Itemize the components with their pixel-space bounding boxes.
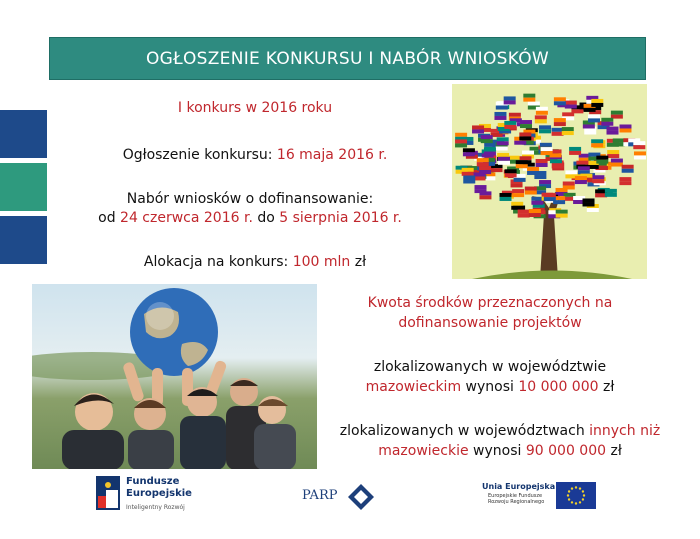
parp-text: PARP (302, 488, 338, 503)
funds-line-2: dofinansowanie projektów (398, 315, 582, 331)
allocation-label: Alokacja na konkurs: (143, 254, 293, 270)
ue-title: Unia Europejska (482, 482, 556, 491)
announcement-date: 16 maja 2016 r. (276, 147, 388, 163)
allocation-line (80, 253, 430, 272)
other-line-2 (315, 441, 685, 461)
maz-line-1: zlokalizowanych w województwie (373, 359, 607, 375)
other-region: mazowieckie (378, 443, 469, 459)
people-globe-drawing (32, 284, 317, 469)
people-with-globe-image (32, 284, 317, 469)
funds-line-1: Kwota środków przeznaczonych na (367, 295, 613, 311)
parp-logo (302, 484, 382, 512)
fe-line-1: Fundusze (126, 476, 180, 487)
contest-title: I konkurs w 2016 roku (177, 100, 333, 116)
ue-fund (488, 493, 544, 505)
fe-program: Inteligentny Rozwój (126, 504, 185, 511)
allocation-value: 100 mln (292, 254, 351, 270)
funds-intro (330, 293, 650, 333)
eu-stars (556, 482, 596, 509)
eu-logo (482, 480, 600, 514)
other-line-1b: innych niż (589, 423, 661, 439)
submission-from: od (98, 210, 121, 226)
tree-trunk (472, 192, 632, 279)
ue-line-3: Rozwoju Regionalnego (488, 499, 545, 505)
allocation-unit: zł (350, 254, 367, 270)
page-header (49, 37, 646, 80)
other-line-1 (315, 421, 685, 441)
submission-to: do (252, 210, 280, 226)
ue-line-2: Europejskie Fundusze (488, 493, 543, 499)
flag-tree-image (452, 84, 647, 279)
other-line-1a: zlokalizowanych w województwach (339, 423, 590, 439)
other-unit: zł (606, 443, 622, 459)
eu-flag-icon (556, 482, 596, 509)
maz-region: mazowieckim (365, 379, 462, 395)
announcement-label: Ogłoszenie konkursu: (122, 147, 277, 163)
fundusze-europejskie-logo (96, 474, 206, 516)
submission-dates (40, 209, 460, 228)
flag-tree-drawing (452, 84, 647, 279)
tree-flags (455, 94, 646, 219)
submission-end: 5 sierpnia 2016 r. (279, 210, 402, 226)
maz-unit: zł (598, 379, 615, 395)
parp-emblem-icon (348, 484, 374, 510)
maz-text: wynosi (461, 379, 519, 395)
fe-star-mark-icon (96, 476, 120, 510)
fe-line-2: Europejskie (126, 488, 192, 499)
maz-amount: 10 000 000 (518, 379, 599, 395)
other-text: wynosi (468, 443, 526, 459)
other-amount: 90 000 000 (525, 443, 607, 459)
fe-name (126, 476, 192, 500)
announcement-line (80, 146, 430, 165)
other-regions-funds (315, 421, 685, 461)
page-title: OGŁOSZENIE KONKURSU I NABÓR WNIOSKÓW (145, 48, 550, 69)
left-block-navy-top (0, 110, 47, 158)
submission-block (40, 190, 460, 228)
mazowieckie-funds (330, 357, 650, 397)
maz-line-2 (330, 377, 650, 397)
submission-label: Nabór wniosków o dofinansowanie: (126, 191, 374, 207)
submission-start: 24 czerwca 2016 r. (120, 210, 253, 226)
